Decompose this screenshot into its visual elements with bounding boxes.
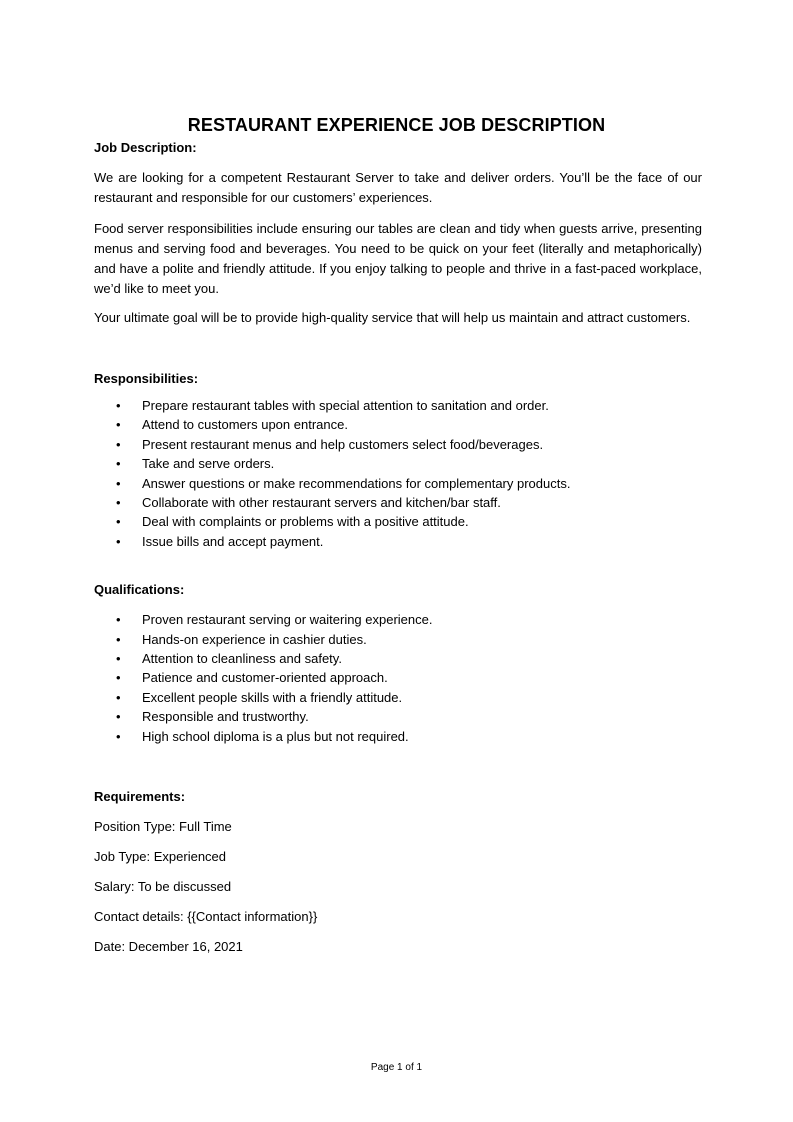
job-description-paragraph-2: Food server responsibilities include ensuring our tables are clean and tidy when guests arrive, presenting menus and serving food and beverages. You need to be quick on your feet (literally and metaphorically) and have a polite and friendly attitude. If you enjoy talking to people and thrive in a fast-paced workplace, we’d like to meet you.	[94, 221, 702, 296]
document-body	[94, 138, 702, 957]
responsibility-text: Attend to customers upon entrance.	[142, 417, 348, 433]
qualifications-list	[94, 610, 702, 746]
responsibility-text: Deal with complaints or problems with a positive attitude.	[142, 514, 469, 530]
responsibility-text: Present restaurant menus and help customers select food/beverages.	[142, 436, 544, 452]
requirements-heading: Requirements:	[94, 789, 186, 805]
bullet-icon: •	[116, 651, 121, 667]
responsibility-text: Issue bills and accept payment.	[142, 533, 324, 549]
responsibility-text: Collaborate with other restaurant servers and kitchen/bar staff.	[142, 495, 501, 511]
list-item	[94, 649, 702, 668]
responsibility-text: Take and serve orders.	[142, 456, 275, 472]
list-item	[94, 415, 702, 434]
position-type: Position Type: Full Time	[94, 819, 232, 835]
bullet-icon: •	[116, 612, 121, 628]
bullet-icon: •	[116, 728, 121, 744]
job-description-paragraph-3: Your ultimate goal will be to provide high-quality service that will help us maintain and attract customers.	[94, 310, 691, 325]
list-item	[94, 396, 702, 415]
responsibilities-heading: Responsibilities:	[94, 371, 199, 386]
list-item	[94, 707, 702, 726]
qualification-text: Patience and customer-oriented approach.	[142, 670, 388, 686]
responsibility-text: Prepare restaurant tables with special attention to sanitation and order.	[142, 398, 549, 413]
bullet-icon: •	[116, 398, 121, 413]
qualification-text: Hands-on experience in cashier duties.	[142, 631, 367, 647]
bullet-icon: •	[116, 631, 121, 647]
list-item	[94, 474, 702, 493]
responsibilities-list	[94, 396, 702, 551]
qualification-text: Responsible and trustworthy.	[142, 709, 309, 725]
bullet-icon: •	[116, 456, 121, 472]
bullet-icon: •	[116, 689, 121, 705]
contact-details: Contact details: {{Contact information}}	[94, 909, 318, 925]
qualification-text: Proven restaurant serving or waitering experience.	[142, 612, 433, 628]
date: Date: December 16, 2021	[94, 939, 243, 955]
bullet-icon: •	[116, 436, 121, 452]
list-item	[94, 668, 702, 687]
job-description-paragraph-1: We are looking for a competent Restaurant Server to take and deliver orders. You’ll be the face of our restaurant and responsible for our customers’ experiences.	[94, 170, 702, 205]
bullet-icon: •	[116, 475, 121, 491]
bullet-icon: •	[116, 670, 121, 686]
document-title: RESTAURANT EXPERIENCE JOB DESCRIPTION	[187, 115, 606, 135]
job-description-heading: Job Description:	[94, 140, 197, 155]
job-type: Job Type: Experienced	[94, 849, 227, 865]
qualification-text: Attention to cleanliness and safety.	[142, 651, 342, 667]
responsibility-text: Answer questions or make recommendations for complementary products.	[142, 475, 571, 491]
bullet-icon: •	[116, 514, 121, 530]
list-item	[94, 688, 702, 707]
qualification-text: Excellent people skills with a friendly attitude.	[142, 689, 403, 705]
list-item	[94, 630, 702, 649]
list-item	[94, 454, 702, 473]
list-item	[94, 610, 702, 629]
qualification-text: High school diploma is a plus but not required.	[142, 728, 409, 744]
list-item	[94, 493, 702, 512]
list-item	[94, 727, 702, 746]
page-footer: Page 1 of 1	[370, 1062, 423, 1073]
list-item	[94, 532, 702, 551]
list-item	[94, 512, 702, 531]
bullet-icon: •	[116, 495, 121, 511]
qualifications-heading: Qualifications:	[94, 582, 185, 598]
bullet-icon: •	[116, 533, 121, 549]
salary: Salary: To be discussed	[94, 879, 232, 895]
bullet-icon: •	[116, 417, 121, 433]
list-item	[94, 435, 702, 454]
bullet-icon: •	[116, 709, 121, 725]
